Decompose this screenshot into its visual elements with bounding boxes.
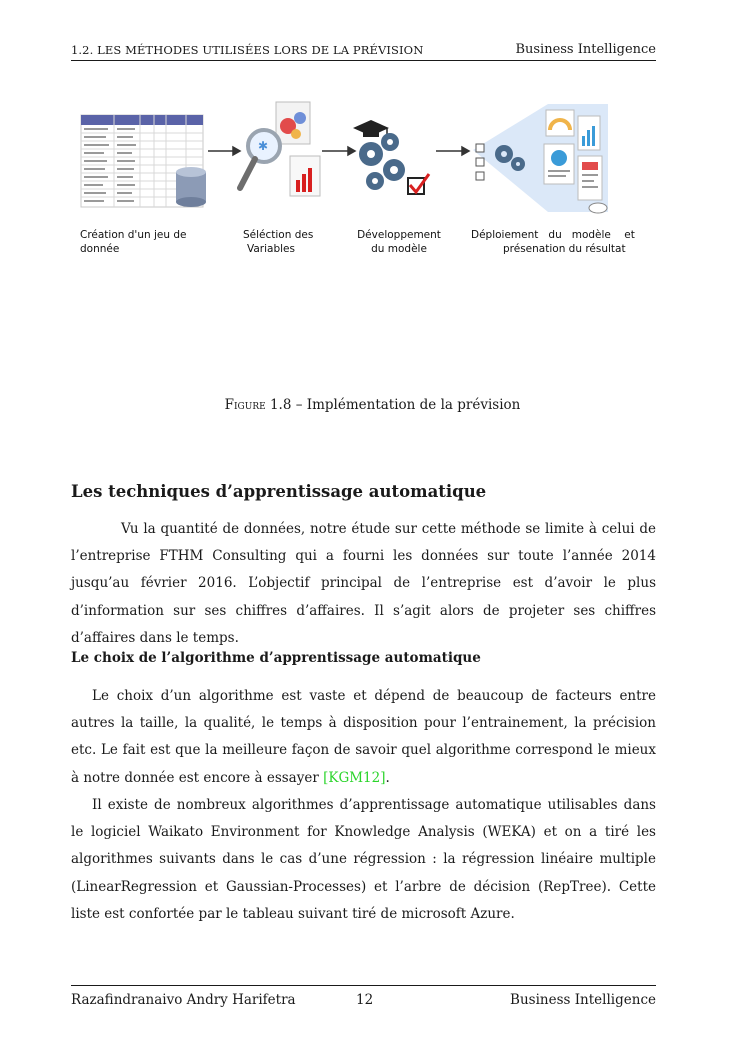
- header-chapter: 1.2. LES MÉTHODES UTILISÉES LORS DE LA PRÉVISION: [71, 43, 424, 57]
- footer-title: Business Intelligence: [510, 992, 656, 1008]
- header-title: Business Intelligence: [515, 42, 656, 57]
- deployment-graphic: [473, 104, 608, 213]
- footer-author: Razafindranaivo Andry Harifetra: [71, 992, 296, 1008]
- magnifier-icon: [240, 130, 280, 188]
- caption-label: Figure 1.8: [224, 397, 292, 413]
- figure-caption: [0, 397, 745, 413]
- caption-text: – Implémentation de la prévision: [291, 397, 521, 413]
- citation-link[interactable]: [KGM12]: [323, 769, 386, 786]
- figure-illustration: [78, 88, 653, 228]
- section-title: Les techniques d’apprentissage automatique: [71, 482, 487, 501]
- paragraph-2: Le choix d’un algorithme est vaste et dépend de beaucoup de facteurs entre autres la taille, la qualité, le temps à disposition pour l’entrainement, la précision etc. Le fait est que la meilleure façon de savoir quel algorithme correspond le mieux à notre donnée est encore à essayer [KGM12].: [71, 688, 656, 786]
- running-footer: [71, 985, 656, 1016]
- checkbox-icon: [408, 174, 429, 194]
- step-label-deployment: Déploiement du modèle et présenation du résultat: [471, 229, 635, 255]
- dataset-table-graphic: [81, 115, 206, 207]
- step-label-model: Développement du modèle: [357, 229, 441, 255]
- running-header: [71, 42, 656, 61]
- page-number: 12: [356, 992, 374, 1008]
- variable-selection-graphic: [240, 102, 320, 196]
- gears-icon: [359, 133, 405, 190]
- paragraph-1: Vu la quantité de données, notre étude sur cette méthode se limite à celui de l’entreprise FTHM Consulting qui a fourni les données sur toute l’année 2014 jusqu’au février 2016. L’objectif principal de l’entreprise est d’avoir le plus d’information sur ses chiffres d’affaires. Il s’agit alors de projeter ses chiffres d’affaires dans le temps.: [71, 521, 656, 646]
- svg-text:✱: ✱: [258, 139, 269, 153]
- subsection-title: Le choix de l’algorithme d’apprentissage automatique: [71, 650, 481, 666]
- model-development-graphic: [353, 120, 429, 194]
- database-cylinder-icon: [176, 167, 206, 207]
- step-label-dataset: Création d'un jeu de donnée: [80, 229, 187, 255]
- paragraph-3: Il existe de nombreux algorithmes d’apprentissage automatique utilisables dans le logiciel Waikato Environment for Knowledge Analysis (WEKA) et on a tiré les algorithmes suivants dans le cas d’une régression : la régression linéaire multiple (LinearRegression et Gaussian-Processes) et l’arbre de décision (RepTree). Cette liste est confortée par le tableau suivant tiré de microsoft Azure.: [71, 797, 656, 922]
- step-label-variables: Séléction des Variables: [243, 229, 314, 255]
- figure-prevision: [78, 88, 653, 268]
